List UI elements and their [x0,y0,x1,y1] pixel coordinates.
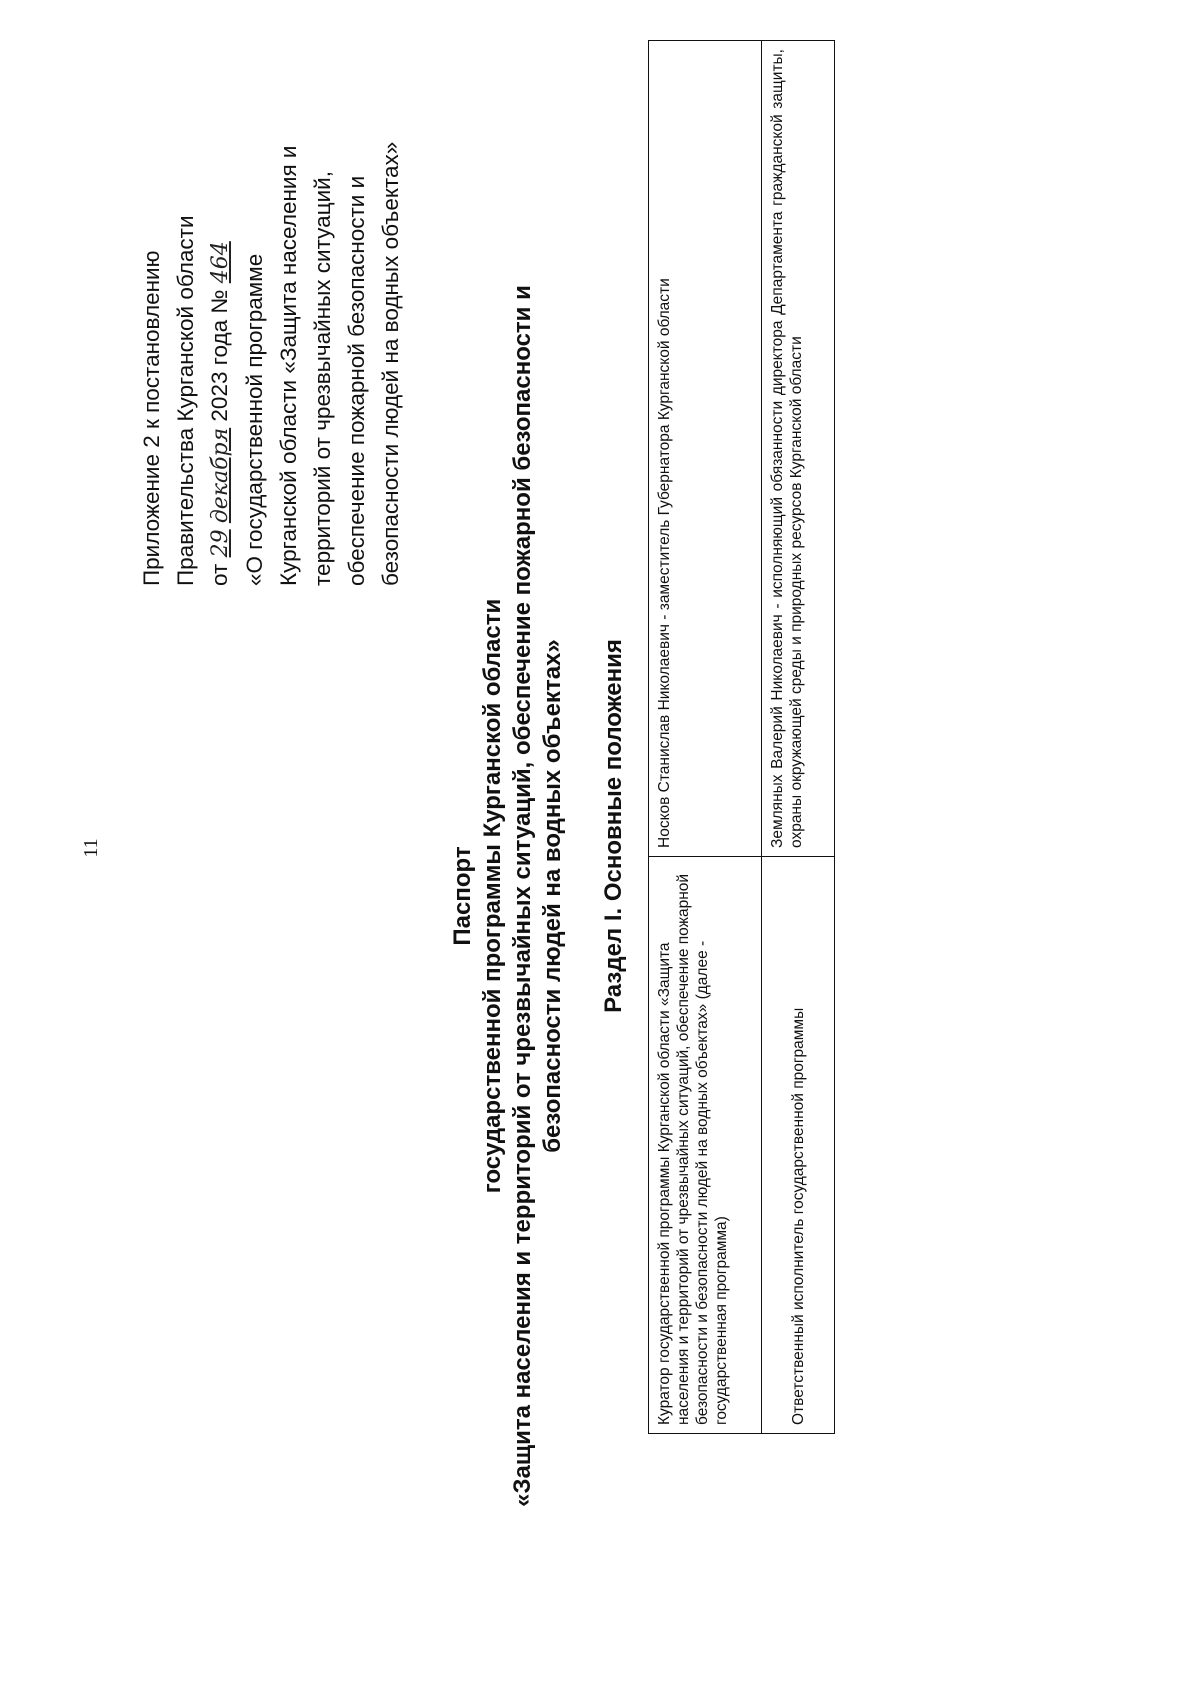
date-year: 2023 года № [207,289,232,422]
handwritten-month: декабря [208,427,233,524]
title-line: безопасности людей на водных объектах» [539,639,566,1153]
section-title: Раздел I. Основные положения [600,639,627,1013]
appendix-line: безопасности людей на водных объектах» [378,141,403,586]
date-prefix: от [207,563,232,586]
appendix-line: Приложение 2 к постановлению [139,250,164,586]
handwritten-number: 464 [208,241,233,284]
appendix-line: обеспечение пожарной безопасности и [344,175,369,586]
title-line: «Защита населения и территорий от чрезвычайных ситуаций, обеспечение пожарной безопасности и [509,285,536,1507]
appendix-line: Курганской области «Защита населения и [276,145,301,586]
handwritten-day: 29 [208,529,233,558]
table-label-cell: Ответственный исполнитель государственной программы [762,857,835,1434]
table-row [649,41,762,1434]
table-value-cell: Носков Станислав Николаевич - заместитель Губернатора Курганской области [649,41,762,857]
document-title [448,216,568,1576]
title-line: государственной программы Курганской области [479,598,506,1194]
table-row [762,41,835,1434]
table-label-cell: Куратор государственной программы Курганской области «Защита населения и территорий от чрезвычайных ситуаций, обеспечение пожарной безопасности и безопасности людей на водных объектах» (далее - государственная программа) [649,857,762,1434]
passport-table [648,40,835,1434]
page-number: 11 [80,838,102,858]
appendix-line: территорий от чрезвычайных ситуаций, [310,171,335,586]
appendix-header [135,26,408,586]
title-line: Паспорт [449,846,476,946]
table-value-cell: Земляных Валерий Николаевич - исполняющий обязанности директора Департамента гражданской защиты, охраны окружающей среды и природных ресурсов Курганской области [762,41,835,857]
appendix-date-line [203,26,238,586]
appendix-line: «О государственной программе [242,253,267,586]
appendix-line: Правительства Курганской области [173,215,198,586]
